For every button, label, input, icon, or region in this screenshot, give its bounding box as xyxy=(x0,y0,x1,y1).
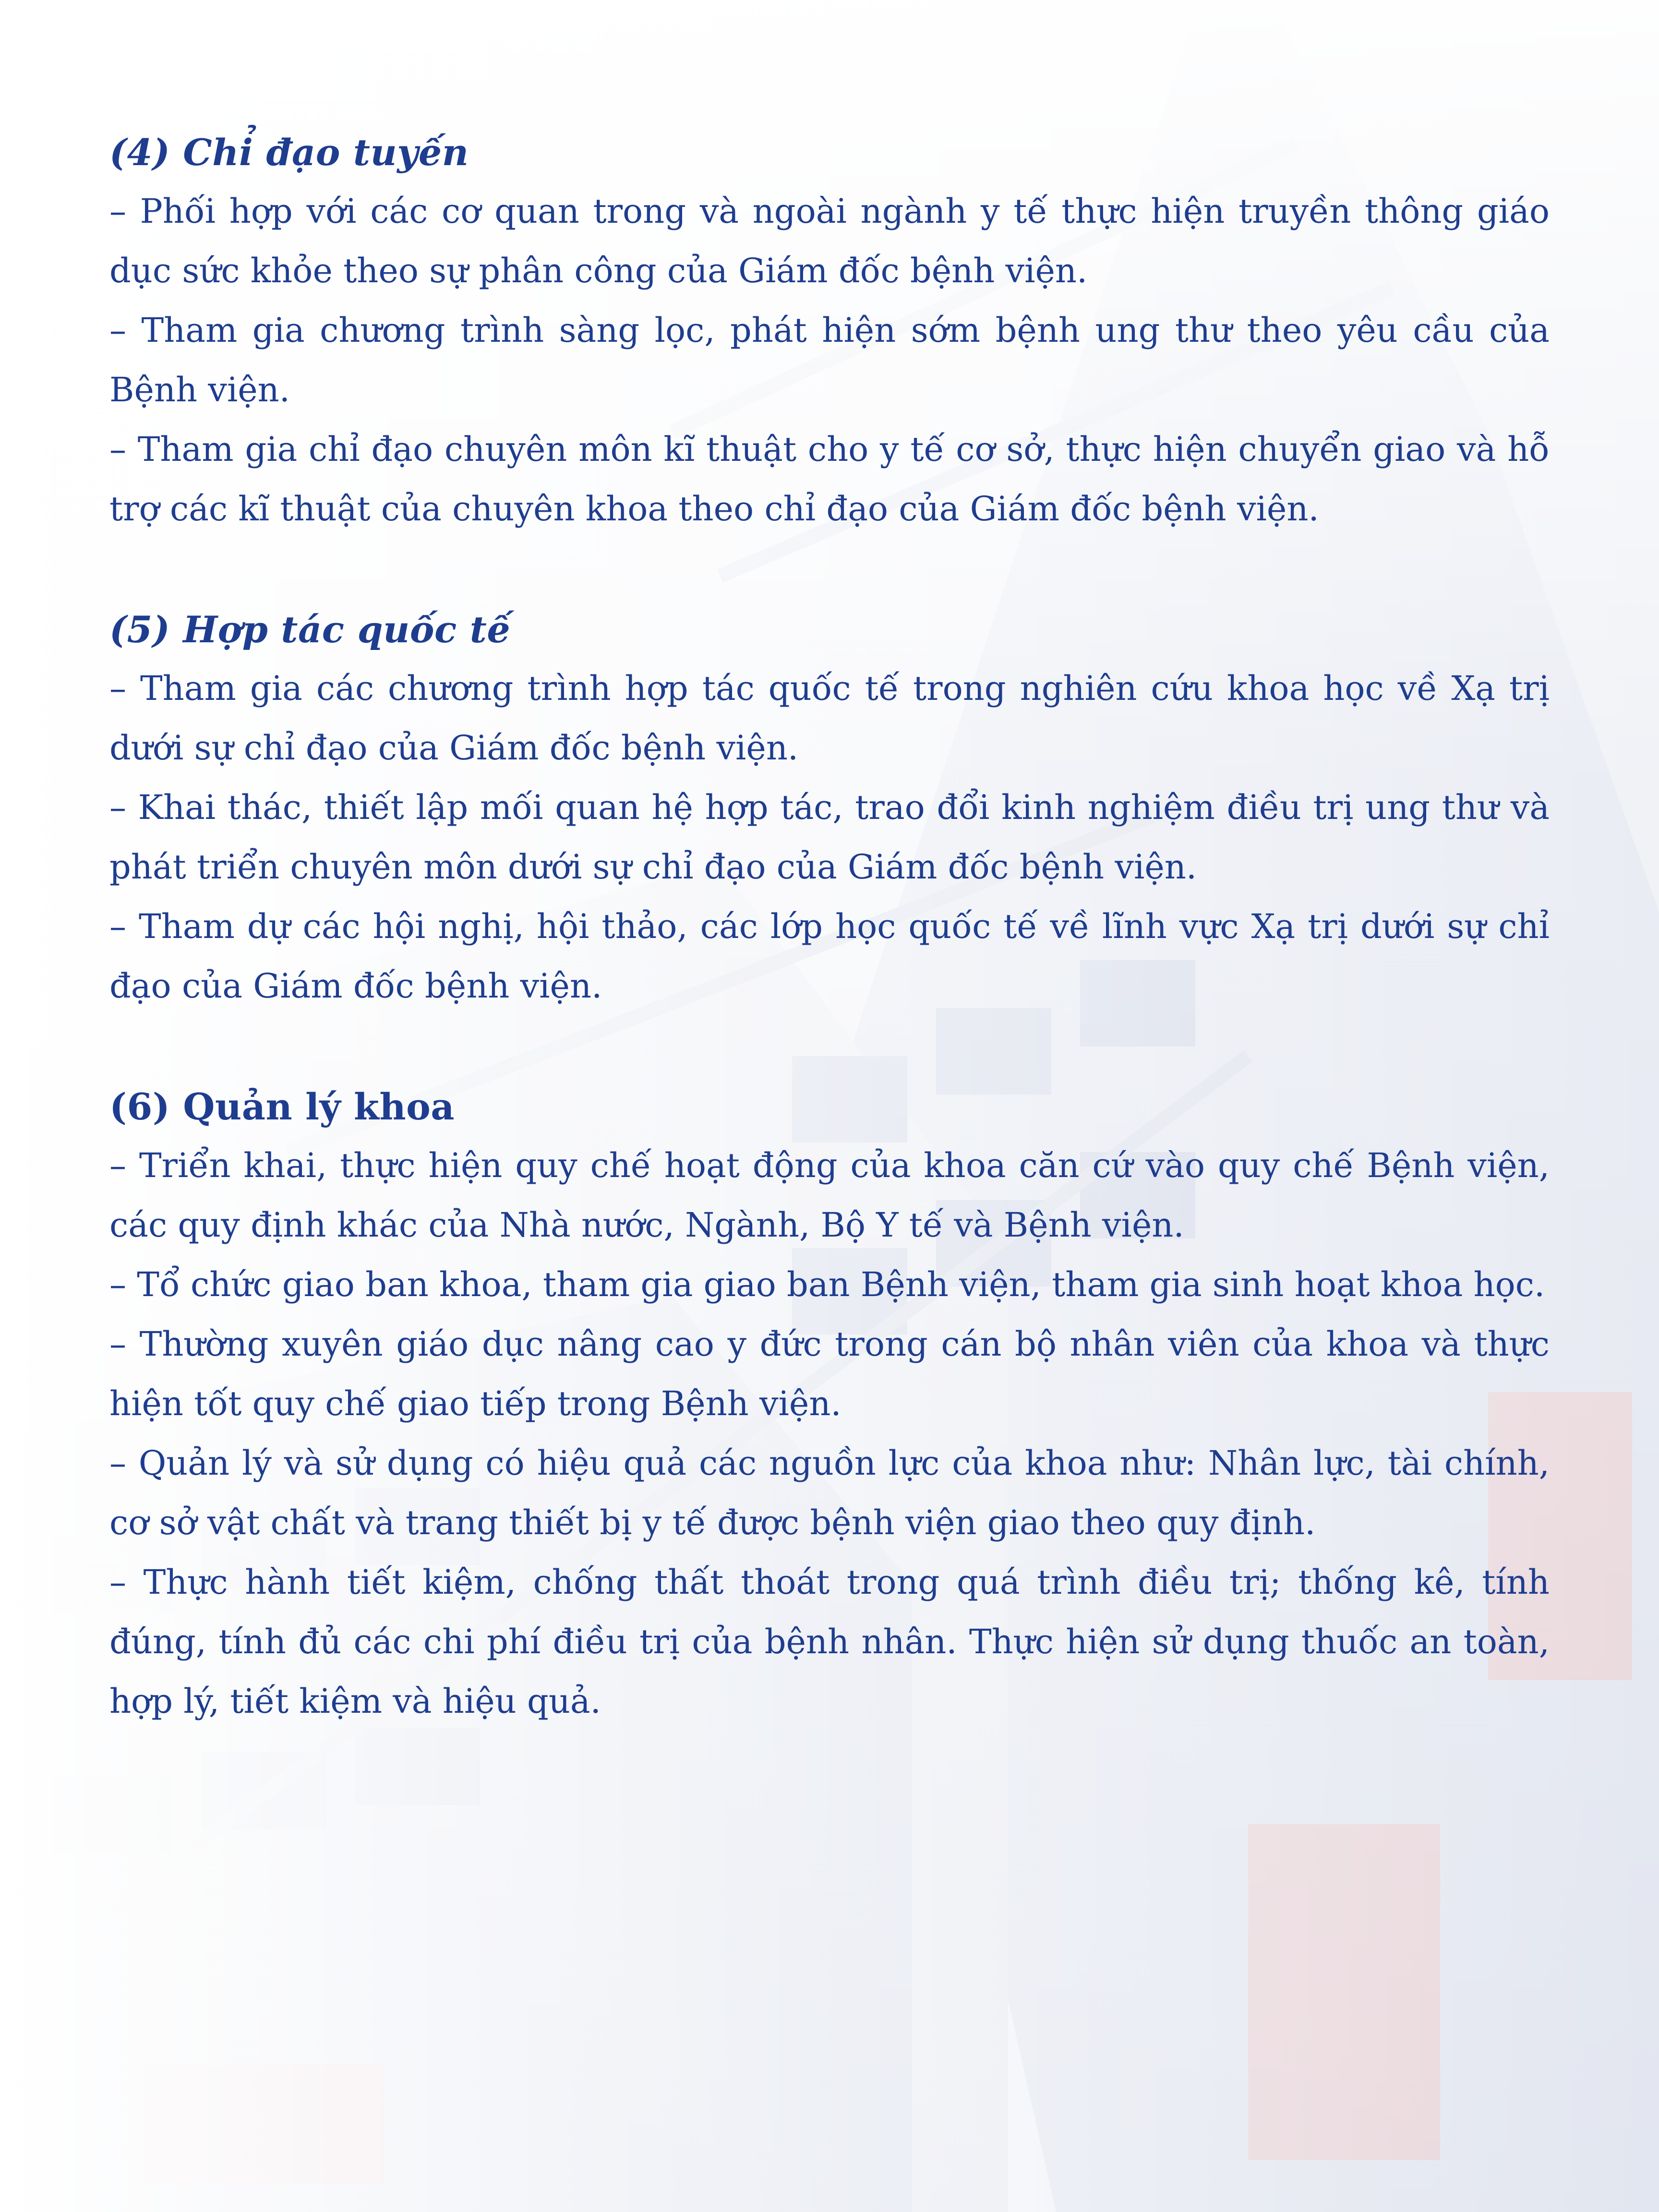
list-item: – Tham gia chỉ đạo chuyên môn kĩ thuật cho y tế cơ sở, thực hiện chuyển giao và hỗ trợ các kĩ thuật của chuyên khoa theo chỉ đạo của Giám đốc bệnh viện. xyxy=(109,430,1550,529)
section-chi-dao-tuyen xyxy=(109,124,1550,539)
list-item: – Tham gia các chương trình hợp tác quốc tế trong nghiên cứu khoa học về Xạ trị dưới sự chỉ đạo của Giám đốc bệnh viện. xyxy=(109,669,1550,768)
section-heading: (5) Hợp tác quốc tế xyxy=(109,608,511,651)
section-quan-ly-khoa xyxy=(109,1078,1550,1731)
section-heading: (6) Quản lý khoa xyxy=(109,1085,455,1128)
list-item: – Tham gia chương trình sàng lọc, phát hiện sớm bệnh ung thư theo yêu cầu của Bệnh viện. xyxy=(109,311,1550,409)
list-item: – Tổ chức giao ban khoa, tham gia giao ban Bệnh viện, tham gia sinh hoạt khoa học. xyxy=(109,1265,1545,1304)
list-item: – Phối hợp với các cơ quan trong và ngoài ngành y tế thực hiện truyền thông giáo dục sức khỏe theo sự phân công của Giám đốc bệnh viện. xyxy=(109,192,1550,290)
list-item: – Triển khai, thực hiện quy chế hoạt động của khoa căn cứ vào quy chế Bệnh viện, các quy định khác của Nhà nước, Ngành, Bộ Y tế và Bệnh viện. xyxy=(109,1146,1550,1245)
section-hop-tac-quoc-te xyxy=(109,601,1550,1016)
list-item: – Thực hành tiết kiệm, chống thất thoát trong quá trình điều trị; thống kê, tính đúng, tính đủ các chi phí điều trị của bệnh nhân. Thực hiện sử dụng thuốc an toàn, hợp lý, tiết kiệm và hiệu quả. xyxy=(109,1563,1550,1721)
list-item: – Thường xuyên giáo dục nâng cao y đức trong cán bộ nhân viên của khoa và thực hiện tốt quy chế giao tiếp trong Bệnh viện. xyxy=(109,1324,1550,1423)
document-body xyxy=(109,124,1550,1793)
list-item: – Tham dự các hội nghị, hội thảo, các lớp học quốc tế về lĩnh vực Xạ trị dưới sự chỉ đạo của Giám đốc bệnh viện. xyxy=(109,907,1550,1006)
list-item: – Khai thác, thiết lập mối quan hệ hợp tác, trao đổi kinh nghiệm điều trị ung thư và phát triển chuyên môn dưới sự chỉ đạo của Giám đốc bệnh viện. xyxy=(109,788,1550,887)
list-item: – Quản lý và sử dụng có hiệu quả các nguồn lực của khoa như: Nhân lực, tài chính, cơ sở vật chất và trang thiết bị y tế được bệnh viện giao theo quy định. xyxy=(109,1443,1550,1542)
section-heading: (4) Chỉ đạo tuyến xyxy=(109,131,469,174)
